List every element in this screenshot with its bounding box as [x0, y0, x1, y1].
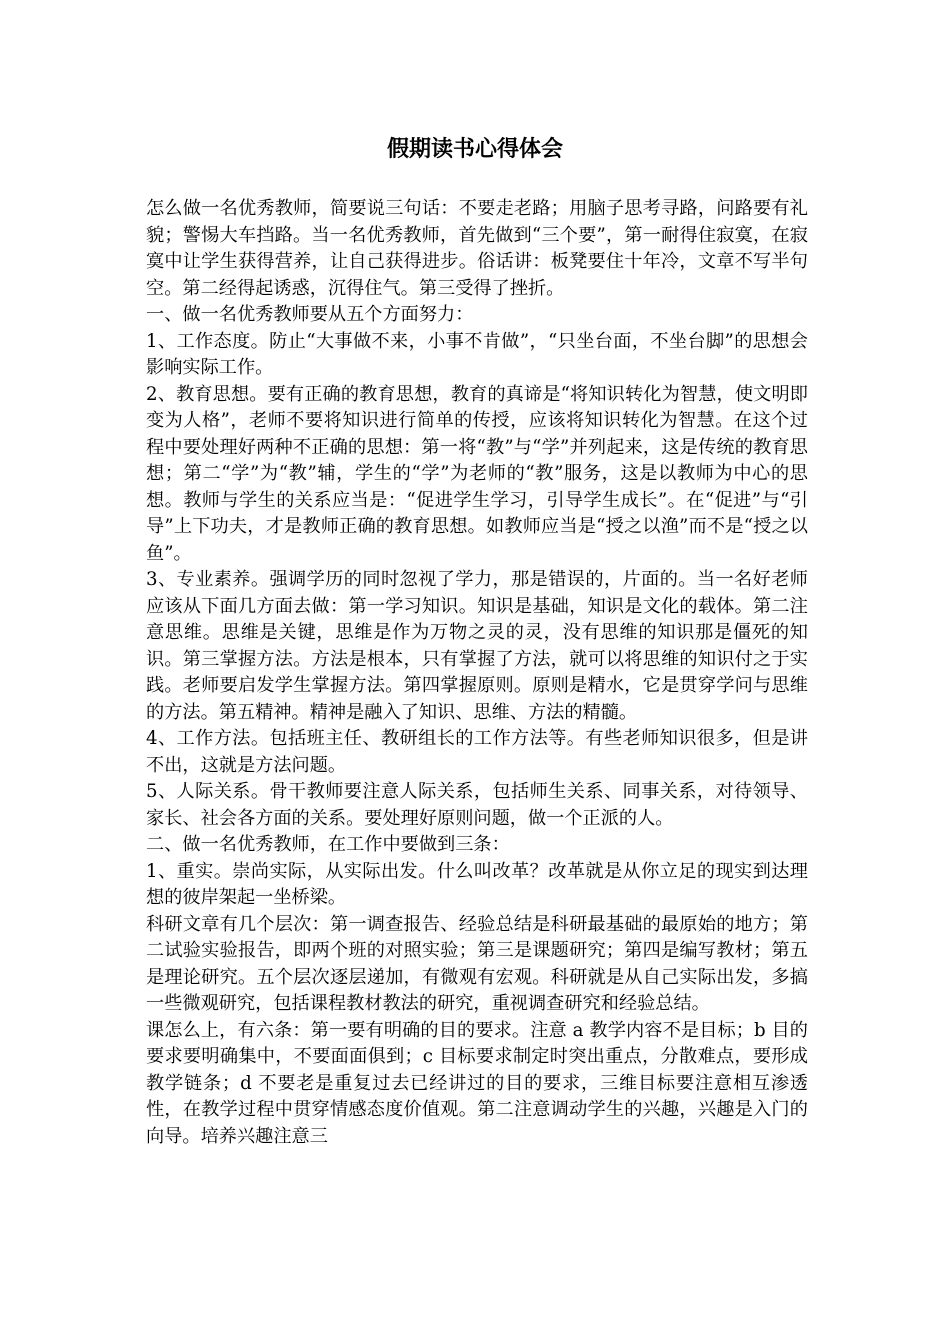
document-body [146, 196, 808, 1150]
document-title: 假期读书心得体会 [386, 137, 563, 162]
paragraph: 3、专业素养。强调学历的同时忽视了学力，那是错误的，片面的。当一名好老师应该从下面几方面去做：第一学习知识。知识是基础，知识是文化的载体。第二注意思维。思维是关键，思维是作为万物之灵的灵，没有思维的知识那是僵死的知识。第三掌握方法。方法是根本，只有掌握了方法，就可以将思维的知识付之于实践。老师要启发学生掌握方法。第四掌握原则。原则是精水，它是贯穿学问与思维的方法。第五精神。精神是融入了知识、思维、方法的精髓。 [146, 569, 808, 723]
paragraph: 课怎么上，有六条：第一要有明确的目的要求。注意 a 教学内容不是目标；b 目的要求要明确集中，不要面面俱到；c 目标要求制定时突出重点，分散难点，要形成教学链条；d 不要老是重复过去已经讲过的目的要求，三维目标要注意相互渗透性，在教学过程中贯穿情感态度价值观。第二注意调动学生的兴趣，兴趣是入门的向导。培养兴趣注意三 [146, 1019, 808, 1147]
paragraph: 二、做一名优秀教师，在工作中要做到三条： [146, 834, 510, 855]
paragraph: 1、工作态度。防止“大事做不来，小事不肯做”，“只坐台面，不坐台脚”的思想会影响实际工作。 [146, 330, 808, 378]
paragraph: 2、教育思想。要有正确的教育思想，教育的真谛是“将知识转化为智慧，使文明即变为人格”，老师不要将知识进行简单的传授，应该将知识转化为智慧。在这个过程中要处理好两种不正确的思想：第一将“教”与“学”并列起来，这是传统的教育思想；第二“学”为“教”辅，学生的“学”为老师的“教”服务，这是以教师为中心的思想。教师与学生的关系应当是：“促进学生学习，引导学生成长”。在“促进”与“引导”上下功夫，才是教师正确的教育思想。如教师应当是“授之以渔”而不是“授之以鱼”。 [146, 383, 808, 564]
paragraph: 4、工作方法。包括班主任、教研组长的工作方法等。有些老师知识很多，但是讲不出，这就是方法问题。 [146, 728, 808, 776]
paragraph: 怎么做一名优秀教师，简要说三句话：不要走老路；用脑子思考寻路，问路要有礼貌；警惕大车挡路。当一名优秀教师，首先做到“三个要”，第一耐得住寂寞，在寂寞中让学生获得营养，让自己获得进步。俗话讲：板凳要住十年冷，文章不写半句空。第二经得起诱惑，沉得住气。第三受得了挫折。 [146, 198, 808, 299]
paragraph: 5、人际关系。骨干教师要注意人际关系，包括师生关系、同事关系，对待领导、家长、社会各方面的关系。要处理好原则问题，做一个正派的人。 [146, 781, 808, 829]
paragraph: 1、重实。崇尚实际，从实际出发。什么叫改革？改革就是从你立足的现实到达理想的彼岸架起一坐桥梁。 [146, 860, 808, 908]
paragraph: 科研文章有几个层次：第一调查报告、经验总结是科研最基础的最原始的地方；第二试验实验报告，即两个班的对照实验；第三是课题研究；第四是编写教材；第五是理论研究。五个层次逐层递加，有微观有宏观。科研就是从自己实际出发，多搞一些微观研究，包括课程教材教法的研究，重视调查研究和经验总结。 [146, 913, 808, 1014]
paragraph: 一、做一名优秀教师要从五个方面努力： [146, 304, 474, 325]
